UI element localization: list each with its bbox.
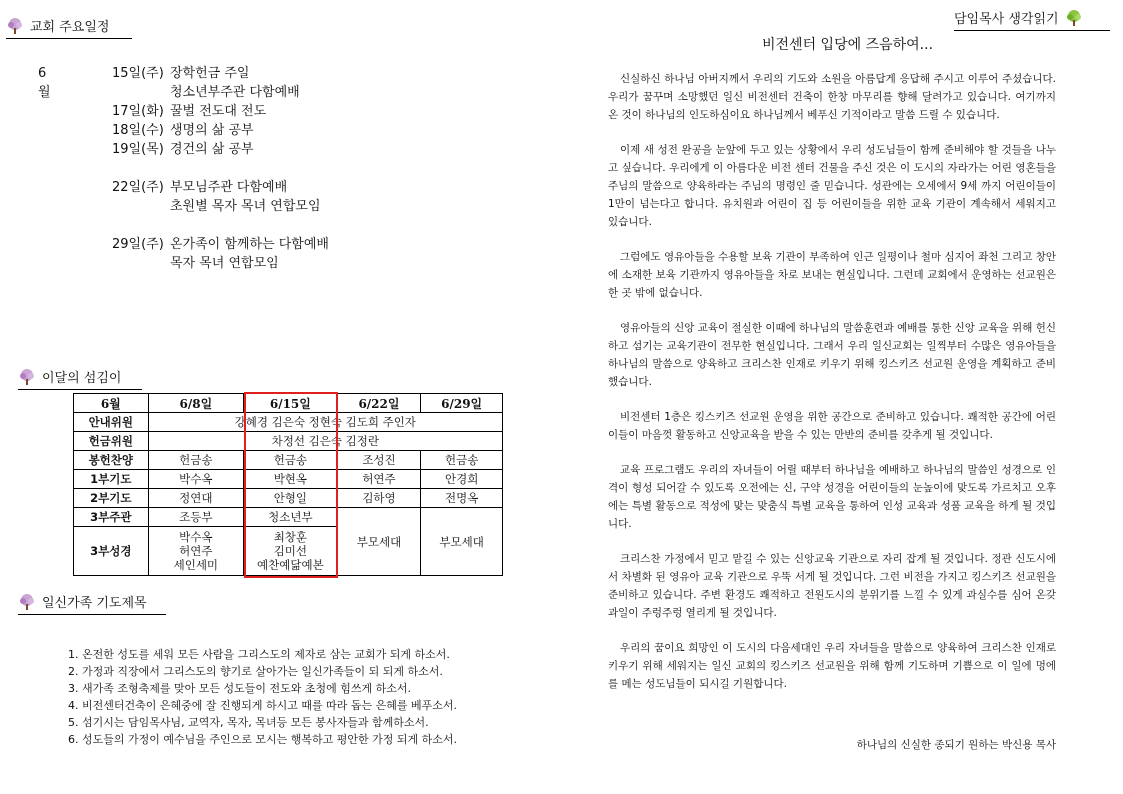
table-cell: 부모세대 [421,508,503,576]
service-heading-text: 이달의 섬김이 [42,371,122,386]
table-cell: 부모세대 [337,508,421,576]
essay-title: 비전센터 입당에 즈음하여... [762,37,934,53]
essay-paragraph: 이제 새 성전 완공을 눈앞에 두고 있는 상황에서 우리 성도님들이 함께 준비해야 할 것들을 나누고 싶습니다. 우리에게 이 아름다운 비전 센터 건물을 주신 것은 이 도시의 자라가는 어린 영혼들을 주님의 말씀으로 양육하라는 주님의 명령인 줄 믿습니다. 성관에는 오세에서 9세 까지 어린이들이 1만이 넘는다고 합니다. 유치원과 어린이 집 등 어린이들을 위한 교육 기관이 계속해서 세워지고 있습니다. [608,144,1056,228]
schedule-item-line: 청소년부주관 다함예배 [170,85,300,100]
service-section-heading [18,367,121,386]
pastor-section-heading [954,8,1083,27]
list-item: 2. 가정과 직장에서 그리스도의 향기로 살아가는 일신가족들이 되 되게 하소서. [68,665,443,678]
prayer-heading-text: 일신가족 기도제목 [42,596,147,611]
schedule-item-line: 초원별 목자 목녀 연합모임 [170,199,321,214]
schedule-item: 18일(수) 생명의 삶 공부 [112,123,254,138]
table-row [74,489,503,508]
table-cell: 헌금송 [421,451,503,470]
prayer-section-heading [18,592,147,611]
table-cell: 조등부 [148,508,244,527]
table-cell: 헌금송 [148,451,244,470]
list-item: 1. 온전한 성도를 세워 모든 사람을 그리스도의 제자로 삼는 교회가 되게 하소서. [68,648,450,661]
table-header-cell: 6/22일 [337,394,421,413]
table-cell: 전명옥 [421,489,503,508]
pastor-heading-text: 담임목사 생각읽기 [954,12,1059,27]
table-cell: 최창훈 김미선 예찬예닮예본 [244,527,338,576]
signature: 하나님의 신실한 종되기 원하는 박신용 목사 [856,739,1056,751]
list-item: 5. 섬기시는 담임목사님, 교역자, 목자, 목녀등 모든 봉사자들과 함께하소서. [68,716,429,729]
table-cell: 차정선 김은숙 김정란 [148,432,502,451]
essay-body [608,70,1056,751]
table-cell: 청소년부 [244,508,338,527]
table-cell: 강혜경 김은숙 정현숙 김도희 주인자 [148,413,502,432]
list-item: 3. 새가족 조형축제를 맞아 모든 성도들이 전도와 초청에 힘쓰게 하소서. [68,682,411,695]
table-row [74,470,503,489]
table-cell: 안형일 [244,489,338,508]
row-label: 봉헌찬양 [74,451,149,470]
row-label: 2부기도 [74,489,149,508]
table-cell: 박현옥 [244,470,338,489]
schedule-item: 17일(화) 꿀벌 전도대 전도 [112,104,267,119]
table-cell: 조성진 [337,451,421,470]
table-cell: 안경희 [421,470,503,489]
schedule-item-line: 목자 목녀 연합모임 [170,256,279,271]
essay-paragraph: 영유아들의 신앙 교육이 절실한 이때에 하나님의 말씀훈련과 예배를 통한 신앙 교육을 위해 헌신하고 섬기는 교육기관이 전무한 현실입니다. 그래서 우리 일신교회는 일찍부터 수많은 영유아들을 하나님의 말씀으로 양육하고 크리스찬 인재로 키우기 위해 킹스키즈 선교원 운영을 계획하고 준비 했습니다. [608,322,1056,388]
essay-paragraph: 그럼에도 영유아들을 수용할 보육 기관이 부족하여 인근 일평이나 철마 심지어 좌천 그리고 창안에 소재한 보육 기관까지 영유아들을 차로 보내는 현실입니다. 그런데 교회에서 운영하는 선교원은 한 곳 밖에 없습니다. [608,251,1056,299]
essay-paragraph: 신실하신 하나님 아버지께서 우리의 기도와 소원을 아름답게 응답해 주시고 이루어 주셨습니다. 우리가 꿈꾸며 소망했던 일신 비전센터 건축이 한창 마무리를 향해 달려가고 있습니다. 여기까지 온 것이 하나님의 인도하심이요 하나님께서 베푸신 기적이라고 말씀 드릴 수 있습니다. [608,73,1056,121]
service-table [73,393,503,576]
schedule-heading-text: 교회 주요일정 [30,20,110,35]
tree-icon [18,594,36,610]
table-cell: 박수옥 허연주 세인세미 [148,527,244,576]
tree-icon [18,369,36,385]
table-cell: 정연대 [148,489,244,508]
table-cell: 박수옥 [148,470,244,489]
table-row [74,451,503,470]
table-header-cell: 6월 [74,394,149,413]
essay-paragraph: 비전센터 1층은 킹스키즈 선교원 운영을 위한 공간으로 준비하고 있습니다. 쾌적한 공간에 어린이들이 마음껏 활동하고 신앙교육을 받을 수 있는 만반의 준비를 갖추게 될 것입니다. [608,411,1056,441]
schedule-month: 6월 [38,66,51,100]
schedule-section-heading [6,16,109,35]
essay-paragraph: 교육 프로그램도 우리의 자녀들이 어릴 때부터 하나님을 예배하고 하나님의 말씀인 성경으로 인격이 형성 되어갈 수 있도록 오전에는 신, 구약 성경을 어린이들의 눈높이에 맞도록 가르치고 오후에는 특별 활동으로 적성에 맞는 맞춤식 특별 교육을 통하여 인성 교육과 성품 교육을 하게 될 것입니다. [608,464,1056,530]
table-header-cell: 6/8일 [148,394,244,413]
table-cell: 허연주 [337,470,421,489]
list-item: 4. 비전센터건축이 은혜중에 잘 진행되게 하시고 때를 따라 돕는 은혜를 베푸소서. [68,699,457,712]
row-label: 1부기도 [74,470,149,489]
prayer-list [68,646,457,748]
table-header-cell: 6/15일 [244,394,338,413]
schedule-item: 15일(주) 장학헌금 주일 [112,66,250,81]
schedule-item: 22일(주) 부모님주관 다함예배 [112,180,288,195]
table-header-cell: 6/29일 [421,394,503,413]
table-row [74,413,503,432]
table-row [74,432,503,451]
table-cell: 김하영 [337,489,421,508]
table-cell: 헌금송 [244,451,338,470]
schedule-item: 29일(주) 온가족이 함께하는 다함예배 [112,237,329,252]
tree-icon [1065,10,1083,26]
schedule-item: 19일(목) 경건의 삶 공부 [112,142,254,157]
table-header-row [74,394,503,413]
tree-icon [6,18,24,34]
row-label: 안내위원 [74,413,149,432]
essay-paragraph: 크리스찬 가정에서 믿고 맡길 수 있는 신앙교육 기관으로 자리 잡게 될 것입니다. 정관 신도시에서 차별화 된 영유아 교육 기관으로 우뚝 서게 될 것입니다. 그런 비전을 가지고 킹스키즈 선교원을 준비하고 있습니다. 주변 환경도 쾌적하고 전원도시의 분위기를 느낄 수 있게 과실수를 심어 온갖 과일이 주렁주렁 열리게 될 것입니다. [608,553,1056,619]
table-row [74,508,503,527]
row-label: 3부주관 [74,508,149,527]
row-label: 헌금위원 [74,432,149,451]
row-label: 3부성경 [74,527,149,576]
essay-paragraph: 우리의 꿈이요 희망인 이 도시의 다음세대인 우리 자녀들을 말씀으로 양육하여 크리스찬 인재로 키우기 위해 세워지는 일신 교회의 킹스키즈 선교원을 위해 함께 기도하며 기쁨으로 이 일에 멍에를 메는 성도님들이 되시길 기원합니다. [608,642,1056,690]
list-item: 6. 성도들의 가정이 예수님을 주인으로 모시는 행복하고 평안한 가정 되게 하소서. [68,733,457,746]
